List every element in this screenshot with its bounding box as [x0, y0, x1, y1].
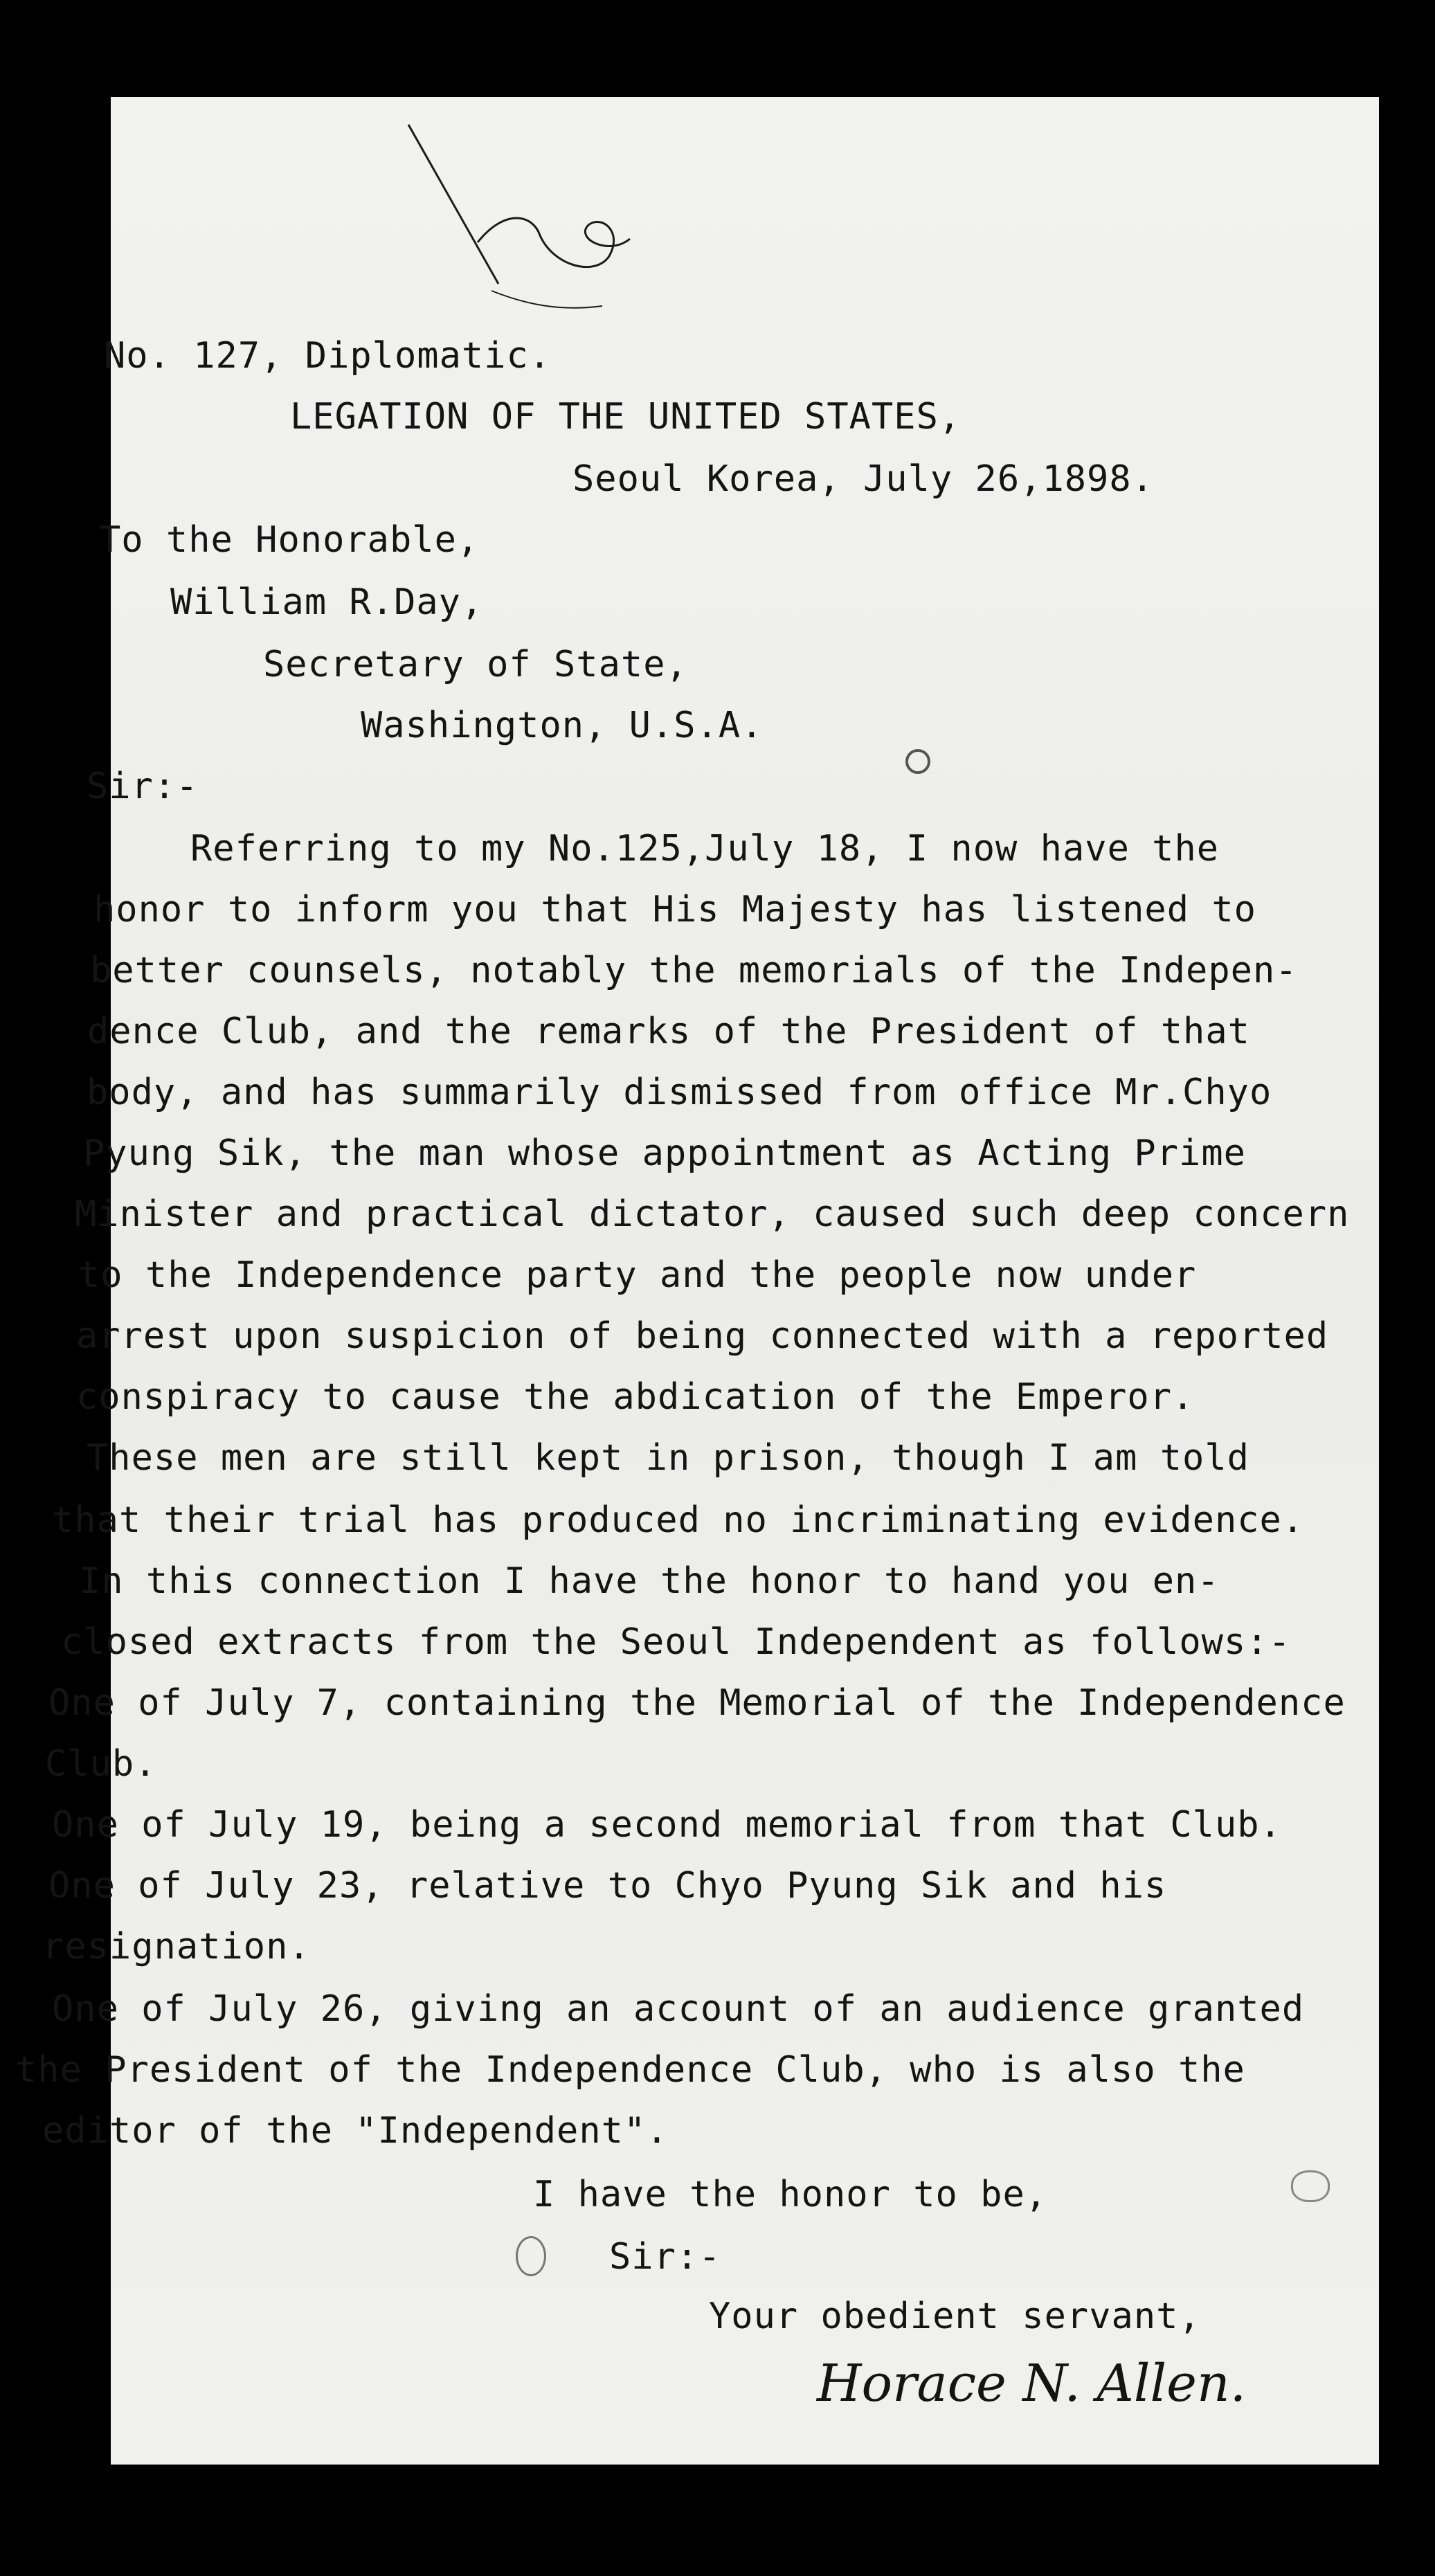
body-line: One of July 23, relative to Chyo Pyung Sik and his	[48, 1865, 1167, 1907]
body-line: the President of the Independence Club, who is also the	[15, 2049, 1245, 2091]
paper-blemish	[1291, 2170, 1330, 2202]
recipient-location: Washington, U.S.A.	[361, 705, 764, 746]
body-line: closed extracts from the Seoul Independent as follows:-	[61, 1621, 1291, 1663]
body-line: that their trial has produced no incriminating evidence.	[52, 1499, 1305, 1541]
handwritten-notation	[401, 118, 651, 325]
recipient-title: Secretary of State,	[263, 644, 688, 685]
body-line: Minister and practical dictator, caused such deep concern	[75, 1194, 1350, 1235]
place-date: Seoul Korea, July 26,1898.	[572, 458, 1154, 500]
dispatch-number: No. 127, Diplomatic.	[104, 335, 552, 377]
body-line: resignation.	[42, 1926, 311, 1967]
salutation: Sir:-	[87, 766, 199, 807]
body-line: One of July 19, being a second memorial from that Club.	[52, 1804, 1282, 1846]
body-line: conspiracy to cause the abdication of the Emperor.	[76, 1376, 1195, 1418]
address-to: To the Honorable,	[99, 519, 480, 561]
body-line: Referring to my No.125,July 18, I now have the	[190, 828, 1220, 870]
body-line: honor to inform you that His Majesty has listened to	[93, 889, 1256, 930]
body-line: One of July 26, giving an account of an audience granted	[52, 1988, 1305, 2030]
legation-heading: LEGATION OF THE UNITED STATES,	[290, 396, 962, 438]
signature: Horace N. Allen.	[817, 2354, 1247, 2413]
body-line: One of July 7, containing the Memorial of the Independence	[48, 1682, 1346, 1724]
body-line: arrest upon suspicion of being connected with a reported	[76, 1315, 1329, 1357]
body-line: These men are still kept in prison, though I am told	[87, 1437, 1249, 1479]
body-line: In this connection I have the honor to hand you en-	[79, 1560, 1220, 1602]
body-line: editor of the "Independent".	[42, 2110, 669, 2152]
closing-servant: Your obedient servant,	[709, 2296, 1201, 2337]
body-line: body, and has summarily dismissed from office Mr.Chyo	[87, 1072, 1272, 1113]
body-line: dence Club, and the remarks of the President of that	[87, 1011, 1250, 1052]
recipient-name: William R.Day,	[170, 582, 484, 623]
closing-sir: Sir:-	[609, 2236, 721, 2278]
letter-page	[15, 97, 1379, 2465]
body-line: Club.	[45, 1743, 157, 1785]
closing-honor: I have the honor to be,	[533, 2174, 1048, 2215]
body-line: to the Independence party and the people now under	[78, 1254, 1197, 1296]
paper-blemish	[516, 2236, 546, 2276]
body-line: better counsels, notably the memorials of the Indepen-	[90, 950, 1298, 991]
punch-hole	[905, 749, 930, 774]
body-line: Pyung Sik, the man whose appointment as Acting Prime	[83, 1133, 1246, 1174]
